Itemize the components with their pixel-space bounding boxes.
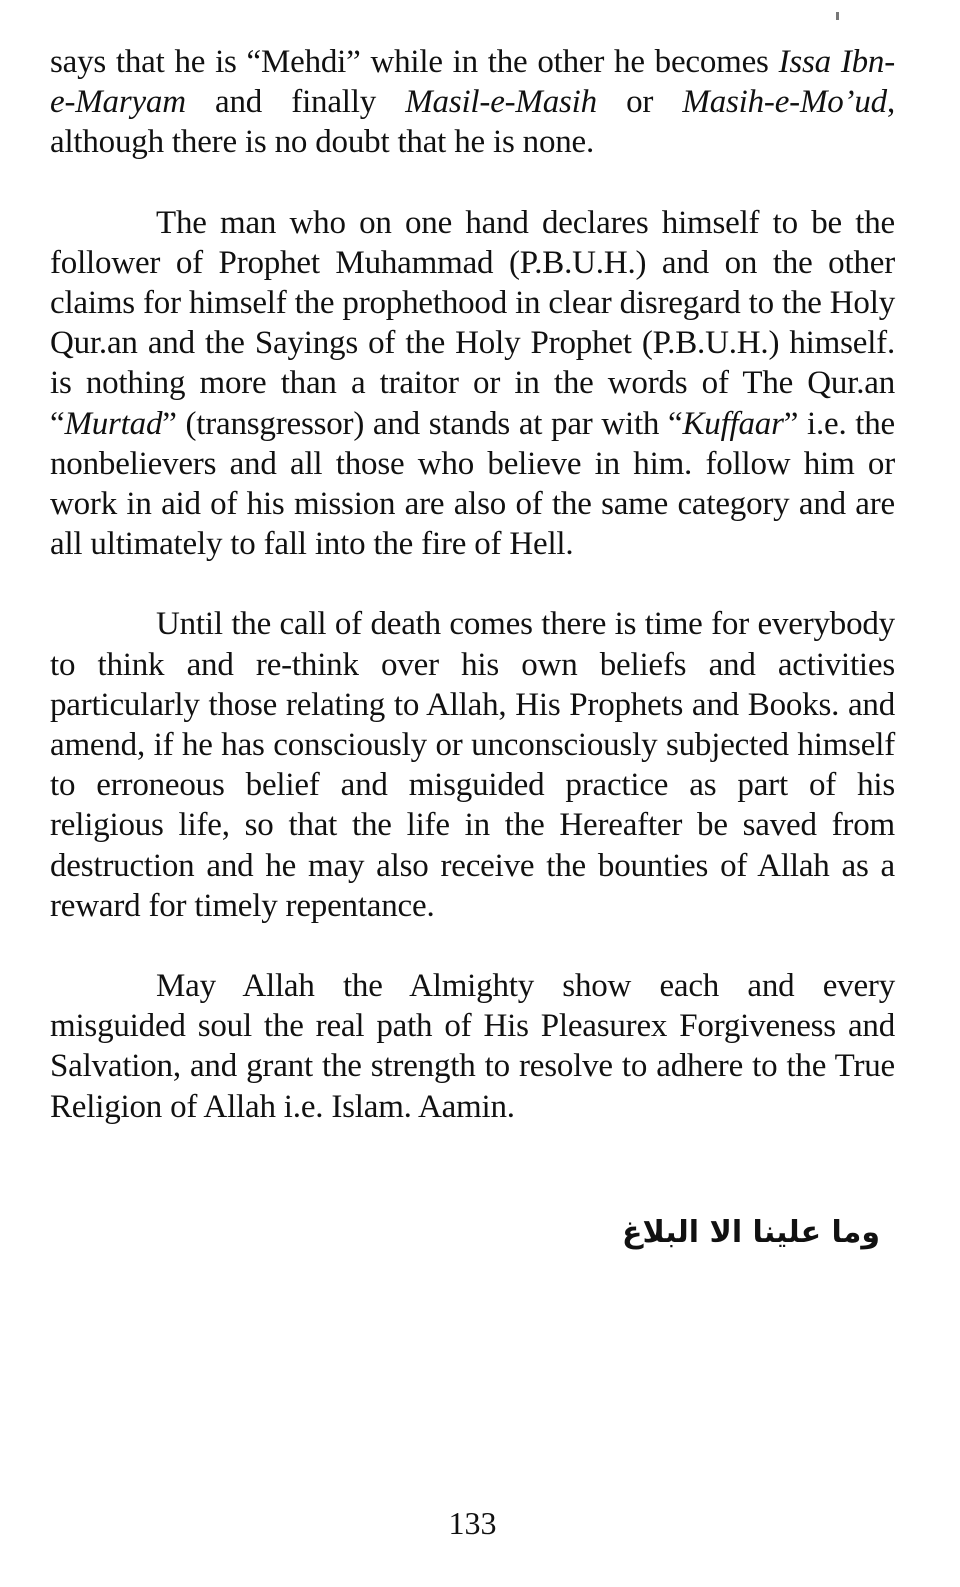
text-run: and finally [185,84,406,121]
closing-arabic-line: وما علينا الا البلاغ [621,1215,880,1250]
text-run: ” (transgressor) and stands at par with “ [162,405,683,442]
italic-term: Kuffaar [682,405,784,442]
page-number: 133 [448,1505,497,1541]
italic-term: Masil-e-Masih [405,84,597,121]
text-run: , although there is no doubt that he is none. [50,84,895,161]
italic-term: Murtad [64,405,163,442]
paragraph-3 [50,604,895,926]
text-run: ” i.e. the nonbelievers and all those who believe in him. follow him or work in aid of his mission are also of the same category and are all ultimately to fall into the fire of Hell. [50,405,895,563]
text-run: May Allah the Almighty show each and every misguided soul the real path of His Pleasurex Forgiveness and Salvation, and grant the strength to resolve to adhere to the True Religion of Allah i.e. Islam. Aamin. [50,968,895,1125]
text-run: The man who on one hand declares himself to be the follower of Prophet Muhammad (P.B.U.H.) and on the other claims for himself the prophethood in clear disregard to the Holy Qur.an and the Sayings of the Holy Prophet (P.B.U.H.) himself. is nothing more than a traitor or in the words of The Qur.an “ [50,204,895,442]
text-run: Until the call of death comes there is time for everybody to think and re-think over his own beliefs and activities particularly those relating to Allah, His Prophets and Books. and amend, if he has consciously or unconsciously subjected himself to erroneous belief and misguided practice as part of his religious life, so that the life in the Hereafter be saved from destruction and he may also receive the bounties of Allah as a reward for timely repentance. [50,606,895,924]
italic-term: Masih-e-Mo’ud [682,84,887,121]
paragraph-1 [50,42,895,163]
scan-speck [836,12,839,20]
text-run: says that he is “Mehdi” while in the other he becomes [50,44,779,80]
italic-term: Issa Ibn-e-Maryam [50,44,895,121]
paragraph-2 [50,203,895,565]
page-body [50,42,895,1127]
paragraph-4 [50,966,895,1127]
text-run: or [596,84,683,121]
